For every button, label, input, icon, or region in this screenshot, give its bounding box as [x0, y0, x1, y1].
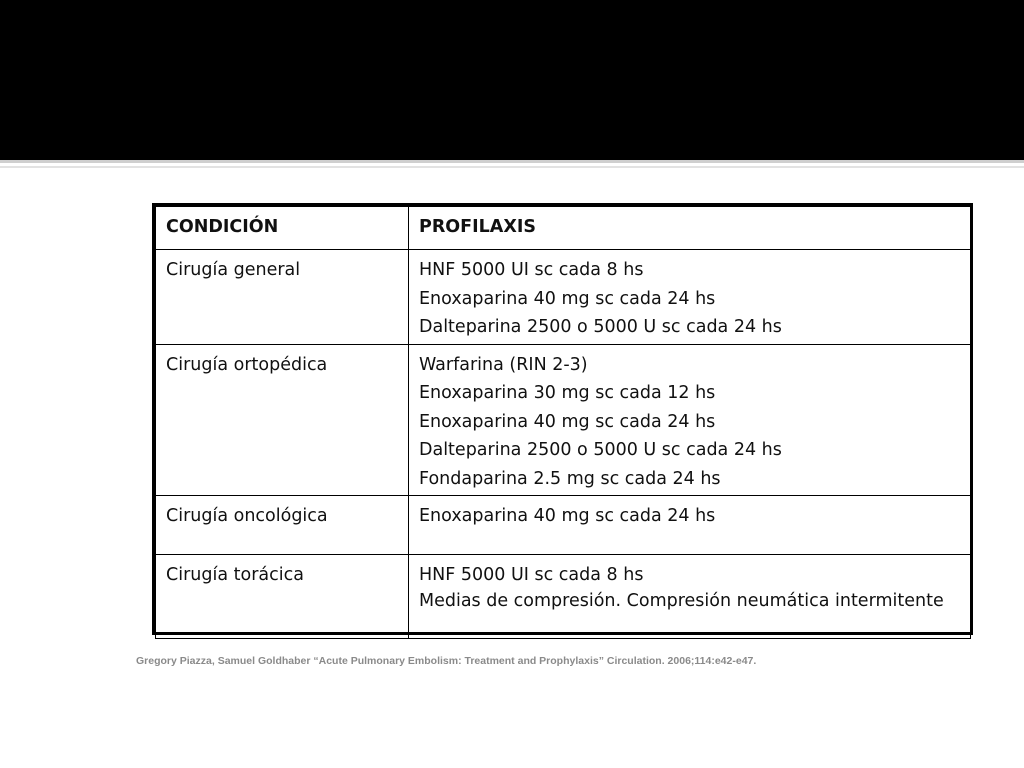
- table-row: [156, 250, 971, 345]
- prophylaxis-line: Fondaparina 2.5 mg sc cada 24 hs: [419, 468, 721, 489]
- prophylaxis-line: Enoxaparina 40 mg sc cada 24 hs: [419, 506, 716, 526]
- prophylaxis-line: Enoxaparina 30 mg sc cada 12 hs: [419, 383, 716, 403]
- prophylaxis-line: Medias de compresión. Compresión neumática intermitente: [419, 590, 944, 611]
- condition-cell: Cirugía ortopédica: [156, 344, 409, 496]
- header-rule-secondary: [0, 166, 1024, 168]
- header-condition: CONDICIÓN: [156, 207, 409, 250]
- prophylaxis-cell: [409, 496, 971, 555]
- prophylaxis-table: [152, 203, 973, 635]
- condition-cell: Cirugía oncológica: [156, 496, 409, 555]
- prophylaxis-cell: [409, 344, 971, 496]
- prophylaxis-line: HNF 5000 UI sc cada 8 hs: [419, 260, 644, 280]
- prophylaxis-line: Dalteparina 2500 o 5000 U sc cada 24 hs: [419, 317, 782, 337]
- prophylaxis-line: Enoxaparina 40 mg sc cada 24 hs: [419, 288, 716, 309]
- prophylaxis-cell: [409, 555, 971, 639]
- prophylaxis-line: Warfarina (RIN 2-3): [419, 354, 588, 375]
- table-row: [156, 496, 971, 555]
- table-row: [156, 344, 971, 496]
- prophylaxis-line: Enoxaparina 40 mg sc cada 24 hs: [419, 411, 716, 432]
- prophylaxis-line: Dalteparina 2500 o 5000 U sc cada 24 hs: [419, 440, 782, 460]
- header-band: [0, 0, 1024, 160]
- prophylaxis-line: HNF 5000 UI sc cada 8 hs: [419, 565, 644, 585]
- condition-cell: Cirugía torácica: [156, 555, 409, 639]
- condition-cell: Cirugía general: [156, 250, 409, 345]
- header-rule: [0, 160, 1024, 163]
- header-prophylaxis: PROFILAXIS: [409, 207, 971, 250]
- table-row: [156, 555, 971, 639]
- prophylaxis-cell: [409, 250, 971, 345]
- prophylaxis-table-grid: [155, 206, 971, 639]
- table-header-row: [156, 207, 971, 250]
- citation: Gregory Piazza, Samuel Goldhaber “Acute Pulmonary Embolism: Treatment and Prophylaxis” Circulation. 2006;114:e42-e47.: [136, 655, 757, 667]
